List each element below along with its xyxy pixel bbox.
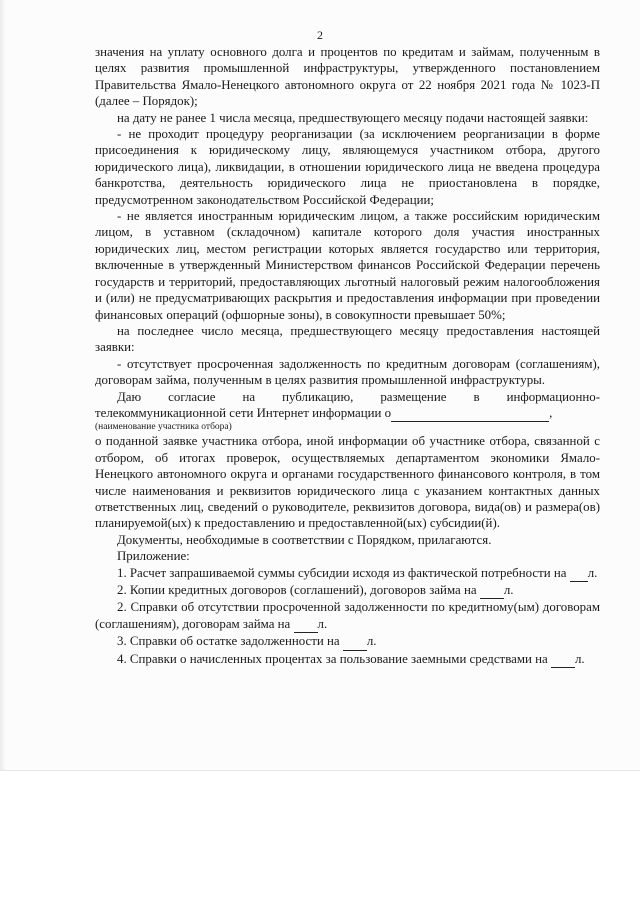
appendix-item-text: 1. Расчет запрашиваемой суммы субсидии исходя из фактической потребности на: [117, 565, 567, 580]
sheet-count-field[interactable]: [570, 565, 588, 582]
appendix-item: [95, 633, 600, 650]
intro-paragraph: значения на уплату основного долга и процентов по кредитам и займам, полученным в целях развития промышленной инфраструктуры, утвержденного постановлением Правительства Ямало-Ненецкого автономного округа от 22 ноября 2021 года № 1023-П (далее – Порядок);: [95, 45, 600, 109]
appendix-item-text: 3. Справки об остатке задолженности на: [117, 634, 340, 649]
sheet-suffix: л.: [503, 583, 514, 597]
appendix-item-text: 2. Справки об отсутствии просроченной задолженности по кредитному(ым) договорам (соглашениям), договорам займа на: [95, 600, 600, 631]
reorganization-item: - не проходит процедуру реорганизации (за исключением реорганизации в форме присоединения к юридическому лицу, являющемуся участником отбора, другого юридического лица), ликвидации, в отношении юридического лица не введена процедура банкротства, деятельность юридического лица не приостановлена в порядке, предусмотренном законодательством Российской Федерации;: [95, 127, 600, 207]
sheet-suffix: л.: [317, 616, 328, 631]
consent-line-2-comma: ,: [549, 405, 553, 420]
sheet-suffix: л.: [574, 651, 585, 666]
no-debt-item: - отсутствует просроченная задолженность по кредитным договорам (соглашениям), договорам займа, полученным в целях развития промышленной инфраструктуры.: [95, 356, 600, 388]
consent-line-1: Даю согласие на публикацию, размещение в информационно-: [117, 389, 600, 404]
sheet-count-field[interactable]: [343, 633, 367, 650]
participant-name-caption: (наименование участника отбора): [95, 422, 232, 433]
consent-line-2-text: телекоммуникационной сети Интернет информации о: [95, 405, 392, 420]
participant-name-field[interactable]: [391, 405, 549, 422]
documents-attached: Документы, необходимые в соответствии с Порядком, прилагаются.: [117, 532, 492, 547]
document-body: [95, 44, 600, 668]
appendix-item-text: 4. Справки о начисленных процентах за пользование заемными средствами на: [117, 651, 548, 666]
appendix-item: [95, 565, 600, 582]
sheet-count-field[interactable]: [480, 582, 504, 599]
appendix-title: Приложение:: [117, 549, 190, 564]
sheet-count-field[interactable]: [294, 616, 318, 633]
sheet-suffix: л.: [587, 565, 598, 580]
appendix-item: [95, 651, 600, 668]
first-day-condition: на дату не ранее 1 числа месяца, предшествующего месяцу подачи настоящей заявки:: [117, 110, 589, 125]
foreign-entity-item: - не является иностранным юридическим лицом, а также российским юридическим лицом, в уставном (складочном) капитале которого доля участия иностранных юридических лиц, местом регистрации которых является государство или территория, включенные в утвержденный Министерством финансов Российской Федерации перечень государств и территорий, предоставляющих льготный налоговый режим налогообложения и (или) не предусматривающих раскрытия и предоставления информации при проведении финансовых операций (офшорные зоны), в совокупности превышает 50%;: [95, 209, 600, 322]
appendix-item-text: 2. Копии кредитных договоров (соглашений), договоров займа на: [117, 583, 477, 597]
page-number: 2: [317, 28, 323, 42]
scan-shadow: [0, 0, 6, 770]
consent-line-2: [95, 405, 600, 422]
consent-continuation: о поданной заявке участника отбора, иной информации об участнике отбора, связанной с отбором, об итогах проверок, осуществляемых департаментом экономики Ямало-Ненецкого автономного округа и органами государственного финансового контроля, в том числе наименования и реквизитов юридического лица с указанием контактных данных ответственных лиц, сведений о руководителе, реквизитов договора, вида(ов) и размера(ов) планируемой(ых) к предоставлению и предоставленной(ых) субсидии(й).: [95, 434, 600, 531]
appendix-item: [95, 582, 600, 599]
appendix-item: [95, 599, 600, 633]
last-day-condition: на последнее число месяца, предшествующего месяцу предоставления настоящей заявки:: [95, 323, 600, 355]
sheet-count-field[interactable]: [551, 651, 575, 668]
sheet-suffix: л.: [366, 634, 377, 649]
